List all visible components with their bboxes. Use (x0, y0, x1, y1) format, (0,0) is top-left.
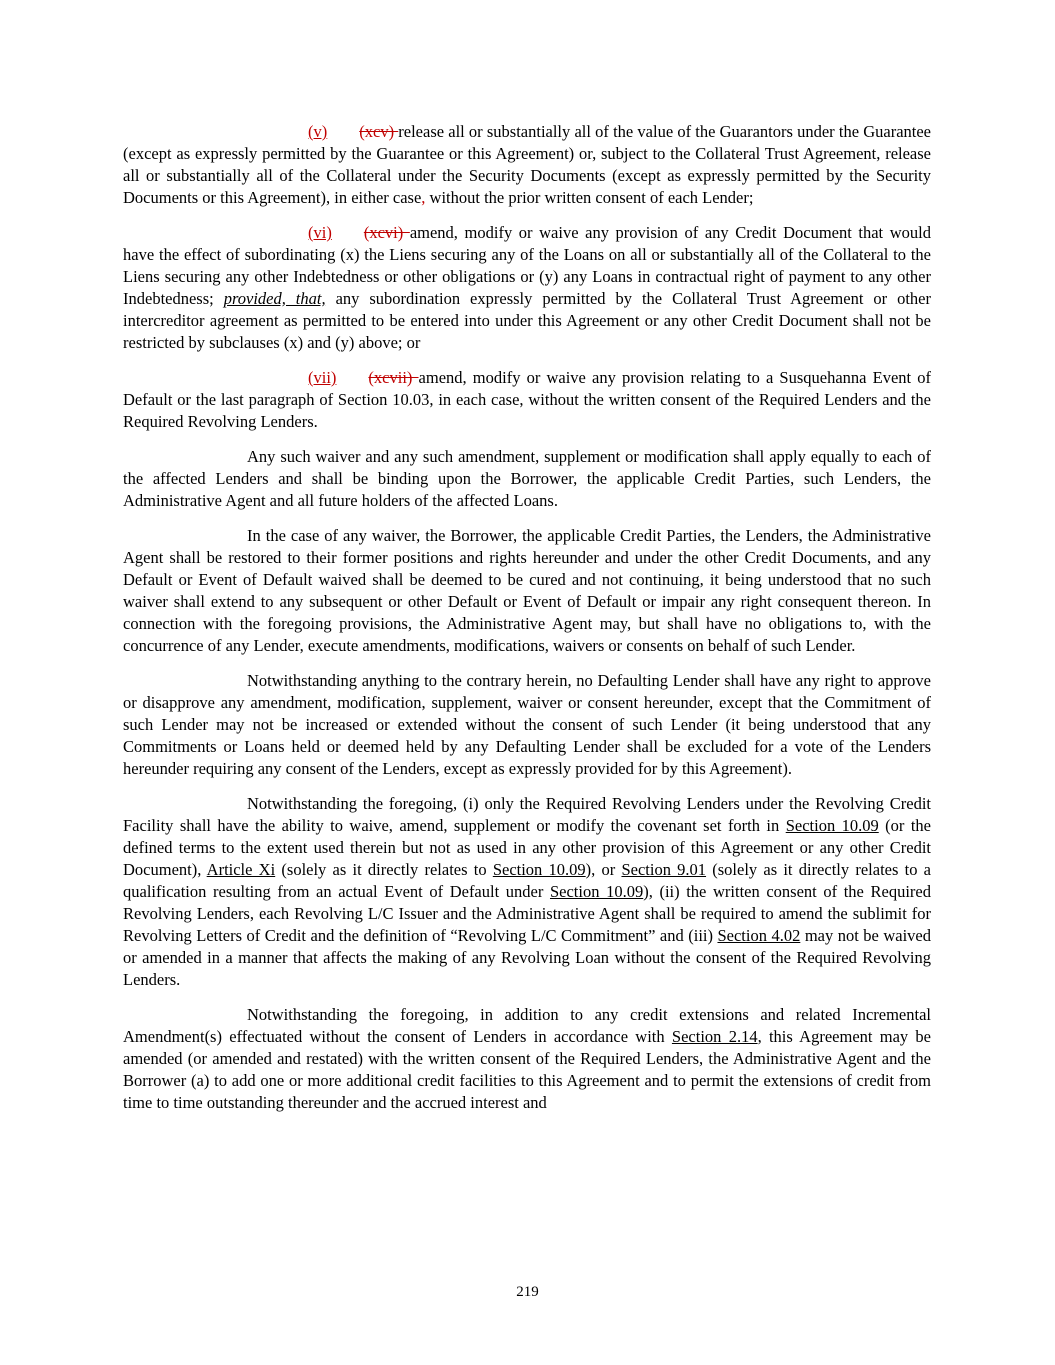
text-run: Notwithstanding the foregoing, (i) only the Required Revolving Lenders under the Revolving Credit Facility shall have the ability to waive, amend, supplement or modify the covenant set forth in (123, 794, 931, 835)
paragraph-incremental-amendments (123, 1004, 931, 1114)
text-run: Notwithstanding the foregoing, in addition to any credit extensions and related Incremental Amendment(s) effectuated without the consent of Lenders in accordance with (123, 1005, 931, 1046)
clause-v (123, 121, 931, 209)
text-run: Notwithstanding anything to the contrary herein, no Defaulting Lender shall have any right to approve or disapprove any amendment, modification, supplement, waiver or consent hereunder, except that the Commitment of such Lender may not be increased or extended without the consent of such Lender (it being understood that any Commitments or Loans held or deemed held by any Defaulting Lender shall be excluded for a vote of the Lenders hereunder requiring any consent of the Lenders, except as expressly provided for by this Agreement). (123, 671, 931, 778)
paragraph-in-the-case-of-any-waiver (123, 525, 931, 657)
text-run: (xcvi) (363, 223, 410, 242)
clause-vii (123, 367, 931, 433)
text-run: without the prior written consent of each Lender; (425, 188, 754, 207)
text-run: (solely as it directly relates to a qualification resulting from an actual Event of Default under (123, 860, 931, 901)
text-run: In the case of any waiver, the Borrower, the applicable Credit Parties, the Lenders, the Administrative Agent shall be restored to their former positions and rights hereunder and under the other Credit Documents, and any Default or Event of Default waived shall be deemed to be cured and not continuing, it being understood that no such waiver shall extend to any subsequent or other Default or Event of Default or impair any right consequent thereon. In connection with the foregoing provisions, the Administrative Agent may, but shall have no obligations to, with the concurrence of any Lender, execute amendments, modifications, waivers or consents on behalf of such Lender. (123, 526, 931, 655)
paragraph-any-such-waiver (123, 446, 931, 512)
clause-vi (123, 222, 931, 354)
text-run: provided, that, (223, 289, 326, 308)
text-run: , this Agreement may be amended (or amended and restated) with the written consent of the Required Lenders, the Administrative Agent and the Borrower (a) to add one or more additional credit facilities to this Agreement and to permit the extensions of credit from time to time outstanding thereunder and the accrued interest and (123, 1027, 932, 1112)
text-run: , (421, 188, 426, 207)
text-run: Section 10.09 (785, 816, 879, 835)
text-run: Section 2.14 (671, 1027, 758, 1046)
text-run: amend, modify or waive any provision relating to a Susquehanna Event of Default or the last paragraph of Section 10.03, in each case, without the written consent of the Required Lenders and the Required Revolving Lenders. (123, 368, 931, 431)
document-body (123, 121, 931, 1127)
text-run: (xcvii) (368, 368, 419, 387)
text-run: ), (ii) the written consent of the Required Revolving Lenders, each Revolving L/C Issuer and the Administrative Agent shall be required to amend the sublimit for Revolving Letters of Credit and the definition of “Revolving L/C Commitment” and (iii) (123, 882, 931, 945)
text-run: (xcv) (359, 122, 399, 141)
paragraph-required-revolving-lenders (123, 793, 931, 991)
text-run: release all or substantially all of the value of the Guarantors under the Guarantee (except as expressly permitted by the Guarantee or this Agreement) or, subject to the Collateral Trust Agreement, release all or substantially all of the Collateral under the Security Documents (except as expressly permitted by the Security Documents or this Agreement), in either case (123, 122, 931, 207)
text-run: ), or (585, 860, 622, 879)
text-run: (solely as it directly relates to (275, 860, 493, 879)
text-run: (vii) (308, 368, 337, 387)
text-run: Section 4.02 (717, 926, 801, 945)
page-number: 219 (516, 1284, 539, 1300)
text-run: Article Xi (206, 860, 276, 879)
paragraph-defaulting-lender (123, 670, 931, 780)
text-run: may not be waived or amended in a manner that affects the making of any Revolving Loan without the consent of the Required Revolving Lenders. (123, 926, 931, 989)
text-run: Section 10.09 (549, 882, 644, 901)
text-run: (v) (308, 122, 328, 141)
text-run: (or the defined terms to the extent used therein but not as used in any other provision of this Agreement or any other Credit Document), (123, 816, 931, 879)
text-run: Section 10.09 (492, 860, 586, 879)
text-run: (vi) (308, 223, 332, 242)
text-run: Section 9.01 (621, 860, 707, 879)
text-run: any subordination expressly permitted by the Collateral Trust Agreement or other intercreditor agreement as permitted to be entered into under this Agreement or any other Credit Document shall not be restricted by subclauses (x) and (y) above; or (123, 289, 931, 352)
text-run: amend, modify or waive any provision of any Credit Document that would have the effect of subordinating (x) the Liens securing any of the Loans on all or substantially all of the Collateral to the Liens securing any other Indebtedness or other obligations or (y) any Loans in contractual right of payment to any other Indebtedness; (123, 223, 931, 308)
page-footer (0, 1281, 1055, 1303)
text-run: Any such waiver and any such amendment, supplement or modification shall apply equally to each of the affected Lenders and shall be binding upon the Borrower, the applicable Credit Parties, such Lenders, the Administrative Agent and all future holders of the affected Loans. (123, 447, 931, 510)
